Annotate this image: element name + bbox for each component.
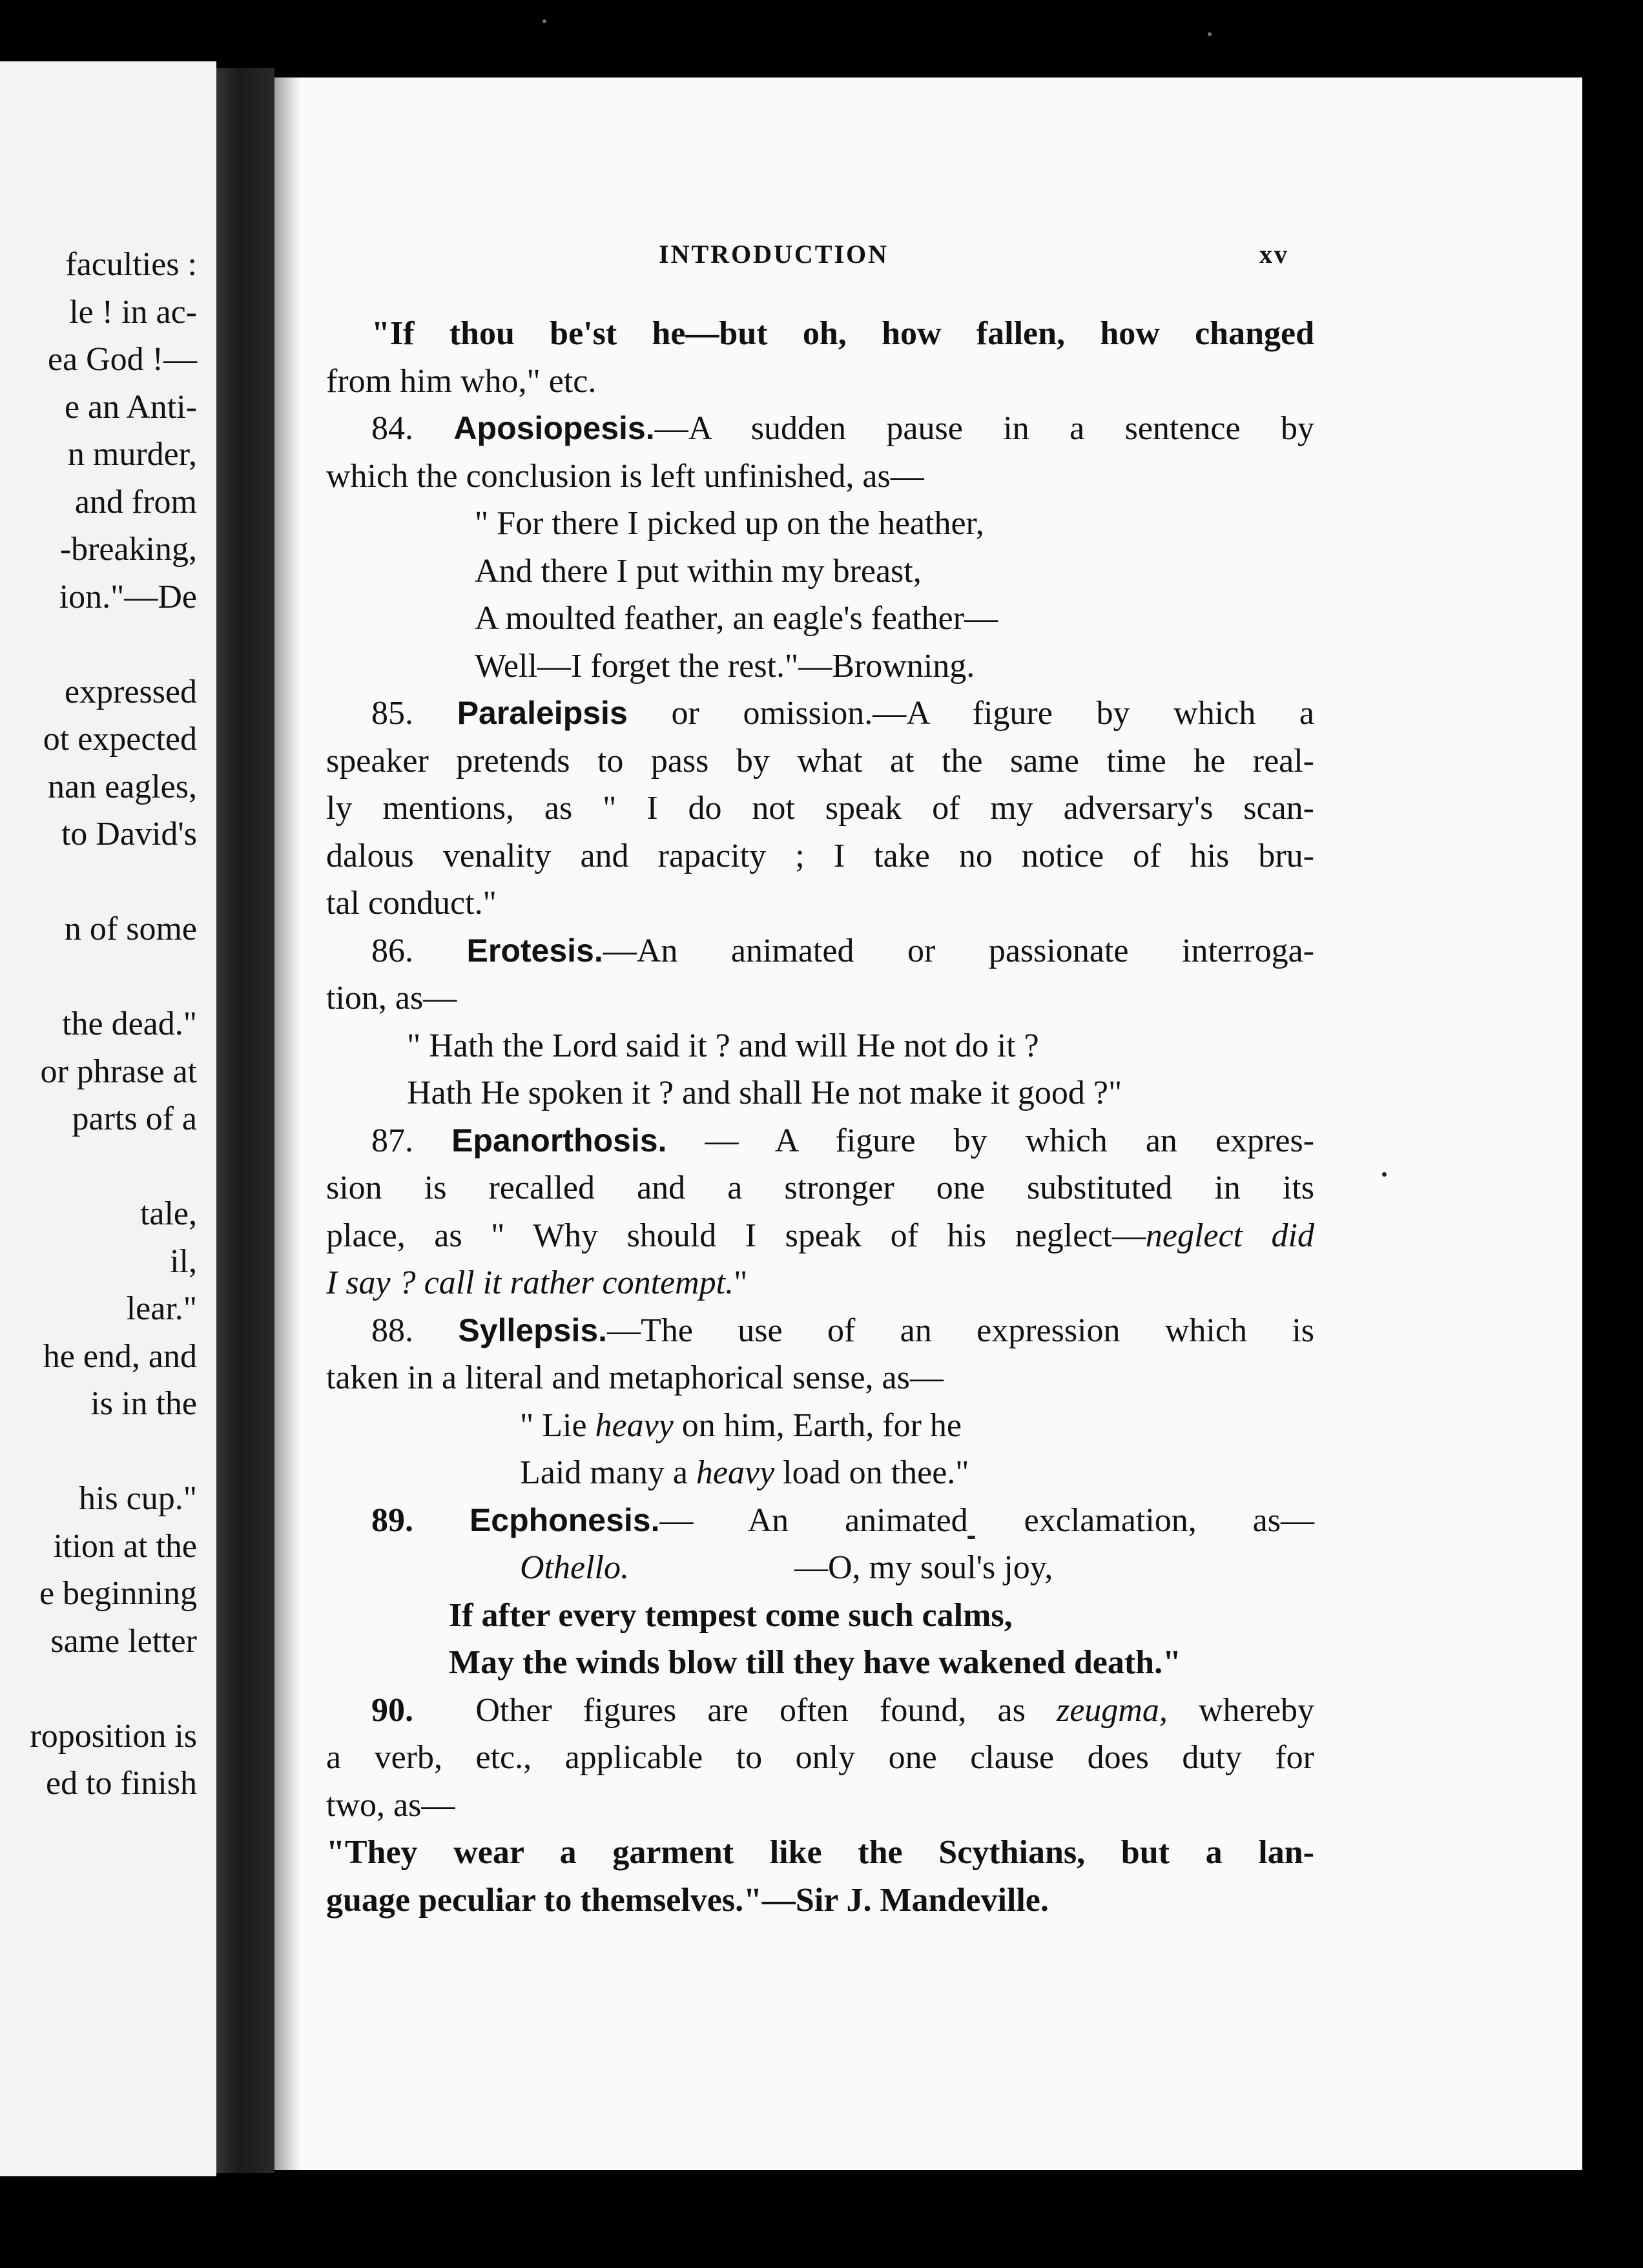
left-facing-page	[0, 61, 216, 2176]
section-84	[326, 405, 1314, 453]
text-line: sion is recalled and a stronger one substituted in its	[326, 1170, 1314, 1206]
section-number: 89.	[371, 1501, 413, 1539]
left-page-line: faculties :	[65, 246, 197, 283]
left-page-line: e beginning	[39, 1575, 197, 1612]
left-page-line: parts of a	[72, 1100, 197, 1137]
text-segment: — A figure by which an expres-	[705, 1122, 1315, 1159]
text-segment: — An animated exclamation, as—	[659, 1501, 1314, 1539]
left-page-line: -breaking,	[59, 531, 197, 568]
text-line: which the conclusion is left unfinished, as—	[326, 457, 924, 495]
quoted-verse	[326, 500, 1314, 690]
left-page-line: n murder,	[67, 436, 197, 473]
speaker-name: Othello.	[520, 1549, 629, 1586]
verse-line	[520, 1449, 1314, 1497]
page-number: xv	[1259, 240, 1289, 269]
text-segment: load on thee."	[774, 1454, 969, 1491]
term-heading: Epanorthosis.	[451, 1122, 667, 1159]
text-segment: —O, my soul's joy,	[794, 1549, 1053, 1586]
speck	[1208, 32, 1212, 36]
quoted-verse	[326, 1592, 1314, 1687]
left-page-line: is in the	[90, 1385, 197, 1422]
verse-line: And there I put within my breast,	[475, 552, 922, 590]
italic-segment: heavy	[595, 1407, 674, 1444]
verse-line: A moulted feather, an eagle's feather—	[475, 600, 998, 637]
section-90	[326, 1687, 1314, 1735]
text-segment: —A sudden pause in a sentence by	[654, 410, 1315, 447]
verse-line: Hath He spoken it ? and shall He not make it good ?"	[407, 1075, 1122, 1111]
section-87	[326, 1117, 1314, 1165]
section-number: 84.	[371, 410, 413, 447]
text-segment: or omission.—A figure by which a	[671, 695, 1314, 732]
verse-line: If after every tempest come such calms,	[449, 1596, 1013, 1634]
text-segment: place, as " Why should I speak of his neglect—	[326, 1217, 1146, 1254]
quote-line: guage peculiar to themselves."—Sir J. Mandeville.	[326, 1881, 1049, 1919]
text-segment: —The use of an expression which is	[607, 1312, 1315, 1349]
text-line: "If thou be'st he—but oh, how fallen, how changed	[371, 315, 1314, 352]
term-heading: Syllepsis.	[458, 1312, 608, 1348]
quoted-verse	[326, 1022, 1314, 1117]
left-page-line: expressed	[64, 673, 197, 710]
text-segment: Laid many a	[520, 1454, 696, 1491]
section-85	[326, 690, 1314, 737]
left-page-line: roposition is	[30, 1717, 197, 1755]
text-segment: "	[734, 1264, 748, 1301]
left-page-line: or phrase at	[40, 1053, 197, 1090]
text-segment: on him, Earth, for he	[673, 1407, 962, 1444]
text-line: tal conduct."	[326, 885, 497, 922]
left-page-line: ion."—De	[59, 578, 197, 615]
term-heading: Paraleipsis	[457, 695, 628, 731]
left-page-line: ition at the	[53, 1527, 197, 1565]
verse-line: Well—I forget the rest."—Browning.	[475, 647, 975, 685]
left-page-line: e an Anti-	[64, 388, 197, 426]
text-line: speaker pretends to pass by what at the same time he real-	[326, 742, 1314, 779]
top-margin	[0, 0, 1643, 58]
verse-line	[326, 1544, 1314, 1592]
speck	[1382, 1172, 1387, 1177]
left-page-line: il,	[170, 1242, 197, 1280]
quote-line: "They wear a garment like the Scythians, but a lan-	[326, 1834, 1314, 1871]
left-page-line: ot expected	[43, 721, 197, 758]
text-line: taken in a literal and metaphorical sense, as—	[326, 1359, 944, 1396]
verse-line	[520, 1402, 1314, 1450]
section-89	[326, 1497, 1314, 1545]
left-page-line: nan eagles,	[47, 768, 197, 805]
section-number: 86.	[371, 932, 413, 969]
verse-line: " For there I picked up on the heather,	[475, 505, 984, 542]
text-line: a verb, etc., applicable to only one clause does duty for	[326, 1739, 1314, 1776]
speck	[542, 19, 546, 23]
left-page-line: to David's	[61, 816, 197, 852]
gutter-shadow	[274, 77, 300, 2170]
term-heading: Aposiopesis.	[453, 410, 655, 446]
section-number: 85.	[371, 695, 413, 732]
quoted-verse	[326, 1402, 1314, 1497]
verse-line: May the winds blow till they have wakened death."	[449, 1644, 1181, 1681]
left-page-line: n of some	[64, 911, 197, 947]
left-page-line: the dead."	[62, 1005, 197, 1042]
text-segment: whereby	[1167, 1691, 1315, 1729]
left-page-line: and from	[74, 483, 197, 521]
text-line: from him who," etc.	[326, 362, 597, 400]
left-page-line: ed to finish	[46, 1765, 197, 1802]
section-number: 88.	[371, 1312, 413, 1349]
italic-segment: heavy	[696, 1454, 775, 1491]
section-88	[326, 1307, 1314, 1355]
book-spine	[216, 68, 274, 2173]
text-line	[326, 1259, 1314, 1307]
left-page-line: his cup."	[79, 1480, 197, 1517]
left-page-line: ea God !—	[47, 341, 197, 378]
section-number: 90.	[371, 1691, 413, 1729]
text-segment: —An animated or passionate interroga-	[603, 932, 1315, 969]
verse-line: " Hath the Lord said it ? and will He not do it ?	[407, 1027, 1039, 1064]
page-text	[326, 310, 1314, 1924]
text-line: ly mentions, as " I do not speak of my adversary's scan-	[326, 790, 1314, 827]
left-page-line: same letter	[50, 1622, 197, 1660]
left-page-line: tale,	[140, 1195, 197, 1232]
text-segment: " Lie	[520, 1407, 595, 1444]
text-segment: Other figures are often found, as	[475, 1691, 1057, 1729]
italic-segment: neglect did	[1145, 1217, 1314, 1254]
header-title: INTRODUCTION	[659, 240, 889, 269]
text-line	[326, 1212, 1314, 1260]
section-number: 87.	[371, 1122, 413, 1159]
term-heading: Erotesis.	[466, 932, 603, 969]
text-line: dalous venality and rapacity ; I take no notice of his bru-	[326, 837, 1314, 874]
term-heading: Ecphonesis.	[469, 1501, 660, 1538]
section-86	[326, 927, 1314, 975]
left-page-line: lear."	[126, 1290, 197, 1327]
left-page-line: he end, and	[43, 1337, 197, 1375]
text-line: two, as—	[326, 1786, 455, 1824]
text-line: tion, as—	[326, 980, 457, 1016]
italic-segment: zeugma,	[1056, 1691, 1168, 1729]
left-page-line: le ! in ac-	[69, 293, 197, 331]
italic-segment: I say ? call it rather contempt.	[326, 1264, 734, 1301]
